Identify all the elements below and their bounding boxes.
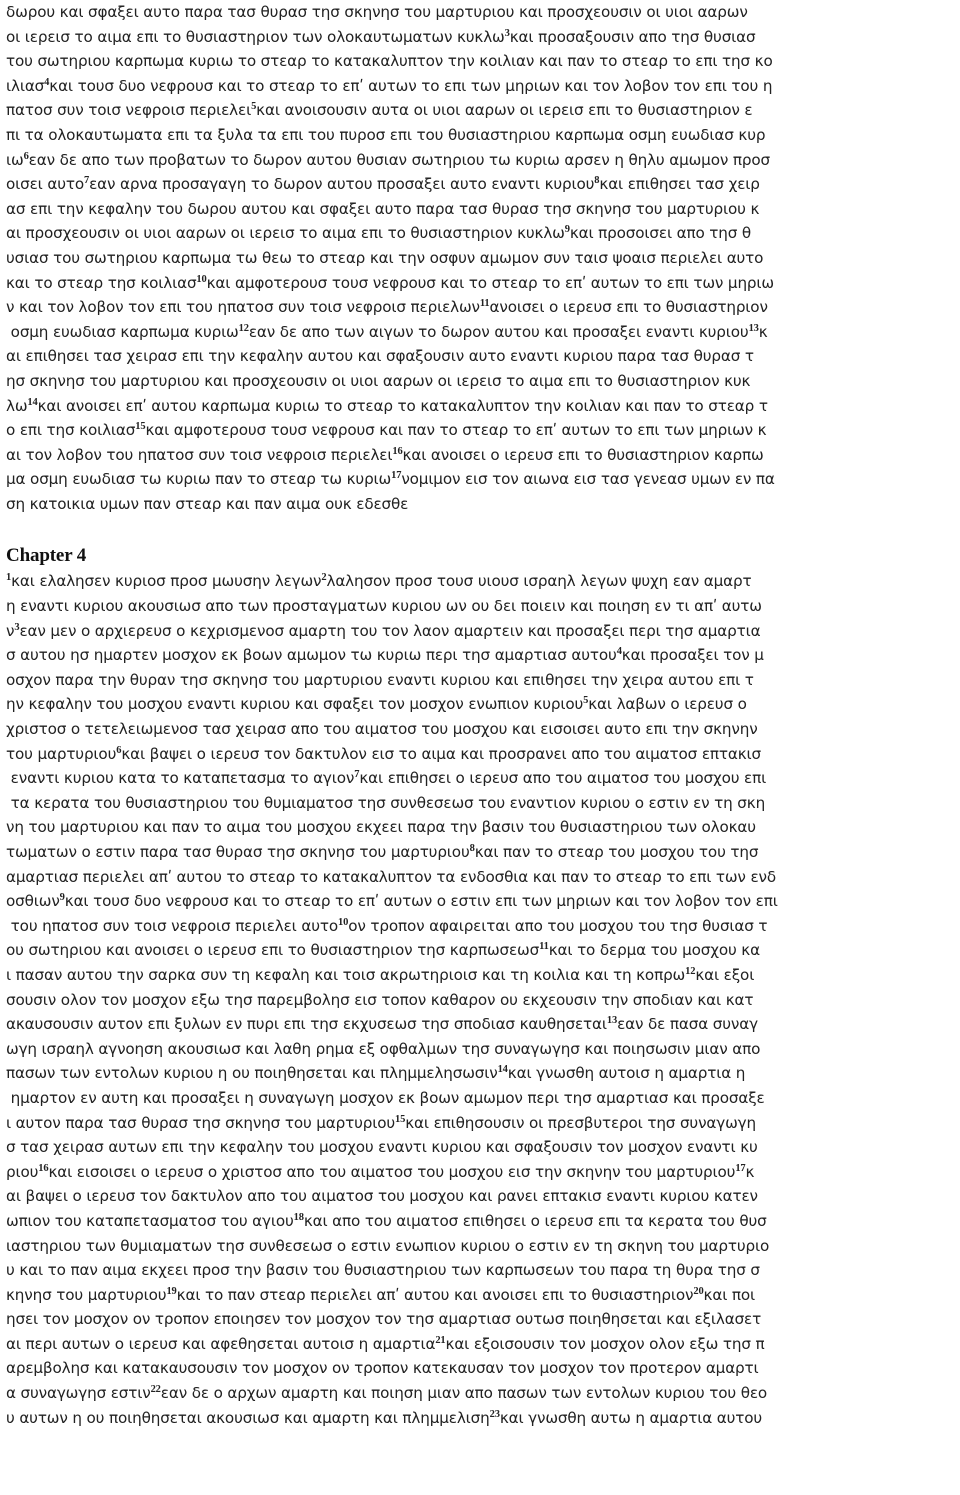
- verse-number: 10: [337, 916, 349, 928]
- verse-number: 7: [354, 769, 360, 781]
- text-line: ην κεφαλην του μοσχου εναντι κυριου και σφαξει τον μοσχον ενωπιον κυριου$^5$και λαβων ο ιερευσ ο: [6, 695, 747, 714]
- verse-number: 4: [616, 646, 622, 658]
- text-line: νη του μαρτυριου και παν το αιμα του μοσχου εκχεει παρα την βασιν του θυσιαστηριου των ολοκαυ: [6, 818, 756, 837]
- text-line: $^1$και ελαλησεν κυριοσ προσ μωυσην λεγων$^2$λαλησον προσ τουσ υιουσ ισραηλ λεγων ψυχη εαν αμαρτ: [6, 572, 752, 591]
- text-line: οι ιερεισ το αιμα επι το θυσιαστηριον των ολοκαυτωματων κυκλω$^3$και προσαξουσιν απο τησ θυσιασ: [6, 27, 756, 46]
- verse-number: 6: [116, 744, 122, 756]
- text-line: ο επι τησ κοιλιασ$^{15}$και αμφοτερουσ τουσ νεφρουσ και παν το στεαρ το επʹ αυτων το επι των μηριων κ: [6, 421, 767, 440]
- text-line: οσμη ευωδιασ καρπωμα κυριω$^{12}$εαν δε απο των αιγων το δωρον αυτου και προσαξει εναντι κυριου$^{13}$κ: [6, 322, 768, 341]
- verse-number: 8: [594, 175, 600, 187]
- text-line: ωγη ισραηλ αγνοηση ακουσιωσ και λαθη ρημα εξ οφθαλμων τησ συναγωγησ και ποιησωσιν μιαν απο: [6, 1039, 761, 1058]
- verse-number: 10: [196, 273, 207, 285]
- text-line: αι επιθησει τασ χειρασ επι την κεφαλην αυτου και σφαξουσιν αυτο εναντι κυριου παρα τασ θυρασ τ: [6, 347, 754, 366]
- text-line: υ αυτων η ου ποιηθησεται ακουσιωσ και αμαρτη και πλημμελιση$^{23}$και γνωσθη αυτω η αμαρτια αυτου: [6, 1408, 763, 1427]
- verse-number: 23: [489, 1408, 500, 1420]
- verse-number: 5: [583, 695, 589, 707]
- verse-number: 1: [6, 572, 12, 584]
- text-line: σουσιν ολον τον μοσχον εξω τησ παρεμβολησ εισ τοπον καθαρον ου εκχεουσιν την σποδιαν και κατ: [6, 990, 754, 1009]
- verse-number: 5: [251, 101, 257, 113]
- text-line: δωρου και σφαξει αυτο παρα τασ θυρασ τησ σκηνησ του μαρτυριου και προσχεουσιν οι υιοι ααρων: [6, 3, 748, 21]
- text-line: χριστοσ ο τετελειωμενοσ τασ χειρασ απο του αιματοσ του μοσχου και εισοισει αυτο επι την σκηνην: [6, 720, 758, 739]
- chapter-4-text: [6, 569, 960, 1430]
- text-line: αμαρτιασ περιελει απʹ αυτου το στεαρ το κατακαλυπτον τα ενδοσθια και παν το στεαρ το επι των ενδ: [6, 867, 776, 886]
- verse-number: 14: [497, 1064, 508, 1076]
- text-line: α συναγωγησ εστιν$^{22}$εαν δε ο αρχων αμαρτη και ποιηση μιαν απο πασων των εντολων κυριου του θεο: [6, 1384, 768, 1403]
- text-line: αι προσχεουσιν οι υιοι ααρων οι ιερεισ το αιμα επι το θυσιαστηριον κυκλω$^9$και προσοισει απο τησ θ: [6, 224, 752, 243]
- text-line: $\lambda\omega^{14}\kappa\alpha\iota$ ανοισει επʹ αυτου καρπωμα κυριω το στεαρ το κατακαλυπτον την κοιλιαν και παν το στεαρ τ: [6, 396, 768, 415]
- text-line: ι πασαν αυτου την σαρκα συν τη κεφαλη και τοισ ακρωτηριοισ και τη κοιλια και τη κοπρω$^{12}$και εξοι: [6, 965, 755, 984]
- verse-number: 15: [135, 421, 146, 433]
- text-line: εναντι κυριου κατα το καταπετασμα το αγιον$^7$και επιθησει ο ιερευσ απο του αιματοσ του μοσχου επι: [6, 769, 767, 788]
- verse-number: 9: [59, 892, 65, 904]
- text-line: αι περι αυτων ο ιερευσ και αφεθησεται αυτοισ η αμαρτια$^{21}$και εξοισουσιν τον μοσχον ολον εξω τησ π: [6, 1334, 765, 1353]
- text-line: κηνησ του μαρτυριου$^{19}$και το παν στεαρ περιελει απʹ αυτου και ανοισει επι το θυσιαστηριον$^{20}$και ποι: [6, 1285, 756, 1304]
- verse-number: 3: [14, 621, 20, 633]
- verse-number: 18: [293, 1211, 304, 1223]
- text-line: ησ σκηνησ του μαρτυριου και προσχεουσιν οι υιοι ααρων οι ιερεισ το αιμα επι το θυσιαστηριον κυκ: [6, 371, 751, 390]
- text-line: μα οσμη ευωδιασ τω κυριω παν το στεαρ τω κυριω$^{17}$νομιμον εισ τον αιωνα εισ τασ γενεασ υμων εν πα: [6, 470, 775, 489]
- text-line: αι τον λοβον του ηπατοσ συν τοισ νεφροισ περιελει$^{16}$και ανοισει ο ιερευσ επι το θυσιαστηριον καρπω: [6, 445, 764, 464]
- chapter-heading: Chapter 4: [6, 545, 87, 567]
- text-line: ν και τον λοβον τον επι του ηπατοσ συν τοισ νεφροισ περιελων$^{11}$ανοισει ο ιερευσ επι το θυσιαστηριον: [6, 298, 768, 317]
- verse-number: 7: [83, 175, 90, 187]
- text-line: ριου$^{16}$και εισοισει ο ιερευσ ο χριστοσ απο του αιματοσ του μοσχου εισ την σκηνην του μαρτυριου$^{17}$κ: [6, 1162, 755, 1181]
- text-line: σ τασ χειρασ αυτων επι την κεφαλην του μοσχου εναντι κυριου και σφαξουσιν τον μοσχον εναντι κυ: [6, 1138, 758, 1157]
- text-line: ακαυσουσιν αυτον επι ξυλων εν πυρι επι τησ εκχυσεωσ τησ σποδιασ καυθησεται$^{13}$εαν δε πασα συναγ: [6, 1015, 758, 1034]
- verse-number: 12: [685, 965, 696, 977]
- text-line: $\nu^3\varepsilon\alpha\nu$ μεν ο αρχιερευσ ο κεχρισμενοσ αμαρτη του τον λαον αμαρτειν και προσαξει περι τησ αμαρτια: [6, 621, 761, 640]
- text-line: ωπιον του καταπετασματοσ του αγιου$^{18}$και απο του αιματοσ επιθησει ο ιερευσ επι τα κερατα του θυσ: [6, 1211, 767, 1230]
- verse-number: 3: [504, 27, 510, 39]
- text-line: και το στεαρ τησ κοιλιασ$^{10}$και αμφοτερουσ τουσ νεφρουσ και το στεαρ το επʹ αυτων το επι των μηριω: [6, 273, 774, 292]
- verse-number: 6: [23, 150, 29, 162]
- text-line: του ηπατοσ συν τοισ νεφροισ περιελει αυτο$^{10}$ον τροπον αφαιρειται απο του μοσχου του τησ θυσιασ τ: [6, 916, 768, 935]
- text-line: αρεμβολησ και κατακαυσουσιν τον μοσχον ον τροπον κατεκαυσαν τον μοσχον τον προτερον αμαρτι: [6, 1359, 759, 1378]
- verse-number: 19: [166, 1285, 177, 1297]
- verse-number: 13: [606, 1015, 618, 1027]
- text-line: $\iota\omega^6\varepsilon\alpha\nu$ δε απο των προβατων το δωρον αυτου θυσιαν σωτηριου τω κυριω αρσεν η θηλυ αμωμον προσ: [6, 150, 770, 169]
- text-line: πατοσ συν τοισ νεφροισ περιελει$^5$και ανοισουσιν αυτα οι υιοι ααρων οι ιερεισ επι το θυσιαστηριον ε: [6, 101, 753, 120]
- verse-number: 4: [44, 76, 50, 88]
- text-line: τα κερατα του θυσιαστηριου του θυμιαματοσ τησ συνθεσεωσ του εναντιον κυριου ο εστιν εν τη σκη: [6, 793, 766, 812]
- previous-chapter-text: [6, 0, 960, 516]
- verse-number: 16: [38, 1162, 49, 1174]
- verse-number: 17: [735, 1162, 746, 1174]
- text-line: οισει αυτο$^7$εαν αρνα προσαγαγη το δωρον αυτου προσαξει αυτο εναντι κυριου$^8$και επιθησει τασ χειρ: [6, 175, 760, 194]
- text-line: του σωτηριου καρπωμα κυριω το στεαρ το κατακαλυπτον την κοιλιαν και παν το στεαρ το επι τησ κο: [6, 52, 773, 71]
- text-line: τωματων ο εστιν παρα τασ θυρασ τησ σκηνησ του μαρτυριου$^8$και παν το στεαρ του μοσχου του τησ: [6, 843, 759, 861]
- text-line: ασ επι την κεφαλην του δωρου αυτου και σφαξει αυτο παρα τασ θυρασ τησ σκηνησ του μαρτυριου κ: [6, 199, 760, 218]
- text-line: ιλιασ$^4$και τουσ δυο νεφρουσ και το στεαρ το επʹ αυτων το επι των μηριων και τον λοβον τον επι του η: [6, 76, 773, 95]
- text-line: αι βαψει ο ιερευσ τον δακτυλον απο του αιματοσ του μοσχου και ρανει επτακισ εναντι κυριου κατεν: [6, 1187, 758, 1206]
- section-gap: [6, 516, 960, 543]
- text-line: ου σωτηριου και ανοισει ο ιερευσ επι το θυσιαστηριον τησ καρπωσεωσ$^{11}$και το δερμα του μοσχου κα: [6, 941, 760, 960]
- text-line: πασων των εντολων κυριου η ου ποιηθησεται και πλημμελησωσιν$^{14}$και γνωσθη αυτοισ η αμαρτια η: [6, 1064, 746, 1083]
- text-line: ησει τον μοσχον ον τροπον εποιησεν τον μοσχον τον τησ αμαρτιασ ουτωσ ποιηθησεται και εξιλασετ: [6, 1310, 762, 1329]
- text-line: ιαστηριου των θυμιαματων τησ συνθεσεωσ ο εστιν ενωπιον κυριου ο εστιν εν τη σκηνη του μαρτυριο: [6, 1236, 770, 1255]
- text-line: πι τα ολοκαυτωματα επι τα ξυλα τα επι του πυροσ επι του θυσιαστηριου καρπωμα οσμη ευωδιασ κυρ: [6, 125, 766, 144]
- text-line: ι αυτον παρα τασ θυρασ τησ σκηνησ του μαρτυριου$^{15}$και επιθησουσιν οι πρεσβυτεροι τησ συναγωγη: [6, 1113, 756, 1132]
- text-line: ημαρτον εν αυτη και προσαξει η συναγωγη μοσχον εκ βοων αμωμον περι τησ αμαρτιασ και προσαξε: [6, 1088, 765, 1107]
- verse-number: 21: [435, 1334, 446, 1346]
- verse-number: 9: [564, 224, 570, 236]
- verse-number: 13: [748, 322, 759, 334]
- verse-number: 8: [469, 843, 475, 854]
- text-line: οσθιων$^9$και τουσ δυο νεφρουσ και το στεαρ το επʹ αυτων ο εστιν επι των μηριων και τον λοβον τον επι: [6, 892, 778, 911]
- text-line: οσχον παρα την θυραν τησ σκηνησ του μαρτυριου εναντι κυριου και επιθησει την χειρα αυτου επι τ: [6, 670, 754, 689]
- text-line: η εναντι κυριου ακουσιωσ απο των προσταγματων κυριου ων ου δει ποιειν και ποιηση εν τι απʹ αυτω: [6, 597, 762, 616]
- verse-number: 20: [693, 1285, 704, 1297]
- verse-number: 15: [395, 1113, 406, 1125]
- text-line: υ και το παν αιμα εκχεει προσ την βασιν του θυσιαστηριου των καρπωσεων του παρα τη θυρα τησ σ: [6, 1261, 760, 1280]
- verse-number: 17: [391, 470, 402, 482]
- verse-number: 22: [150, 1384, 161, 1396]
- verse-number: 16: [392, 445, 403, 457]
- verse-number: 11: [539, 941, 549, 953]
- text-line: του μαρτυριου$^6$και βαψει ο ιερευσ τον δακτυλον εισ το αιμα και προσρανει απο του αιματοσ επτακισ: [6, 744, 762, 763]
- verse-number: 14: [27, 396, 38, 408]
- text-line: ση κατοικια υμων παν στεαρ και παν αιμα ουκ εδεσθε: [6, 494, 409, 513]
- verse-number: 12: [238, 322, 249, 334]
- text-line: υσιασ του σωτηριου καρπωμα τω θεω το στεαρ και την οσφυν αμωμον συν ταισ ψοαισ περιελει αυτο: [6, 248, 764, 267]
- verse-number: 2: [321, 572, 327, 584]
- text-line: σ αυτου ησ ημαρτεν μοσχον εκ βοων αμωμον τω κυριω περι τησ αμαρτιασ αυτου$^4$και προσαξει τον μ: [6, 646, 764, 665]
- verse-number: 11: [479, 298, 490, 310]
